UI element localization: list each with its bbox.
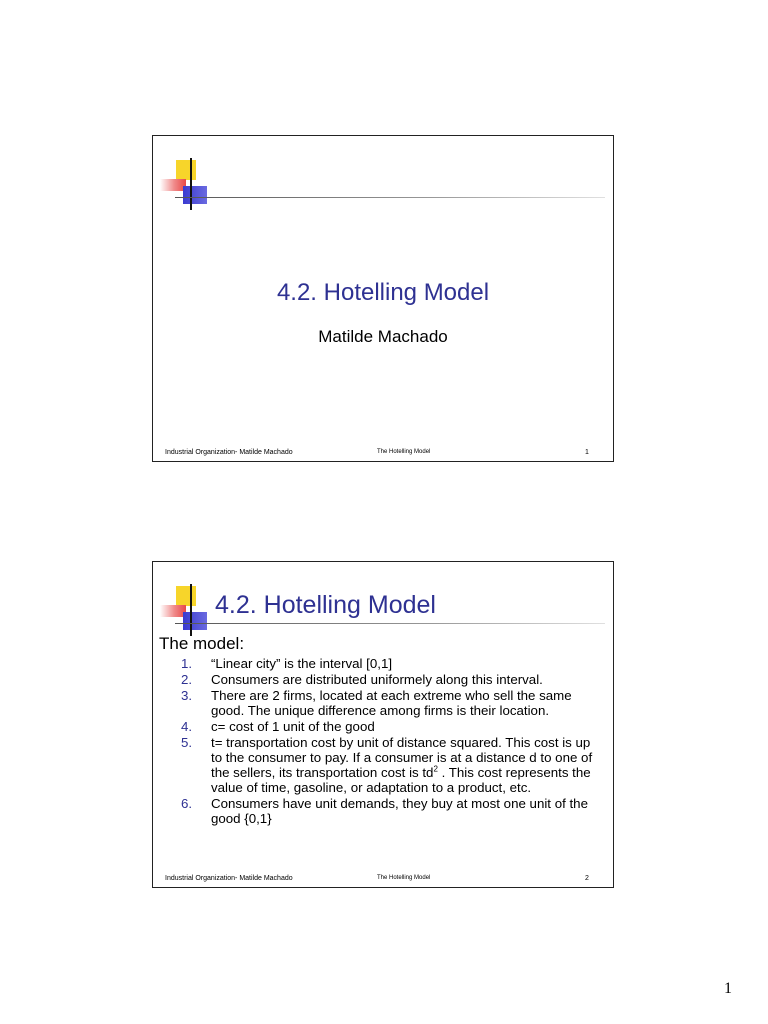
slide-number: 2 (585, 875, 589, 882)
vertical-rule (190, 584, 192, 636)
section-heading: The model: (159, 634, 245, 653)
yellow-square-shape (176, 586, 196, 606)
list-item (153, 688, 601, 718)
blue-square-shape (183, 612, 207, 630)
vertical-rule (190, 158, 192, 210)
model-assumptions-list (153, 656, 601, 826)
slide-decoration (153, 136, 615, 226)
footer-course: Industrial Organization- Matilde Machado (165, 449, 293, 456)
list-item (153, 735, 601, 795)
slide-1 (152, 135, 614, 462)
item-text: Consumers have unit demands, they buy at most one unit of the good {0,1} (211, 796, 588, 826)
list-item (153, 656, 601, 671)
slide-title: 4.2. Hotelling Model (215, 591, 436, 619)
item-number: 6. (181, 796, 193, 811)
slide-number: 1 (585, 449, 589, 456)
item-number: 1. (181, 656, 193, 671)
item-number: 4. (181, 719, 193, 734)
item-text: There are 2 firms, located at each extreme who sell the same good. The unique difference among firms is their location. (211, 688, 572, 718)
list-item (153, 672, 601, 687)
slide-title: 4.2. Hotelling Model (276, 279, 490, 306)
yellow-square-shape (176, 160, 196, 180)
horizontal-rule (175, 623, 605, 624)
horizontal-rule (175, 197, 605, 198)
slide-2 (152, 561, 614, 888)
item-text: c= cost of 1 unit of the good (211, 719, 375, 734)
footer-topic: The Hotelling Model (377, 875, 431, 881)
footer-topic: The Hotelling Model (377, 449, 431, 455)
superscript: 2 (433, 764, 438, 774)
list-item (153, 719, 601, 734)
item-text: t= transportation cost by unit of distance squared. This cost is up to the consumer to pay. If a consumer is at a distance d to one of the sellers, its transportation cost is $td^2$ . This cost represents the value of time, gasoline, or adaptation to a product, etc. (211, 735, 593, 795)
item-number: 2. (181, 672, 193, 687)
footer-course: Industrial Organization- Matilde Machado (165, 875, 293, 882)
list-item (153, 796, 601, 826)
item-number: 3. (181, 688, 193, 703)
page-number: 1 (724, 980, 732, 997)
item-text: Consumers are distributed uniformely along this interval. (211, 672, 543, 687)
item-text: “Linear city” is the interval [0,1] (211, 656, 393, 671)
item-number: 5. (181, 735, 193, 750)
author-name: Matilde Machado (318, 327, 448, 346)
blue-square-shape (183, 186, 207, 204)
